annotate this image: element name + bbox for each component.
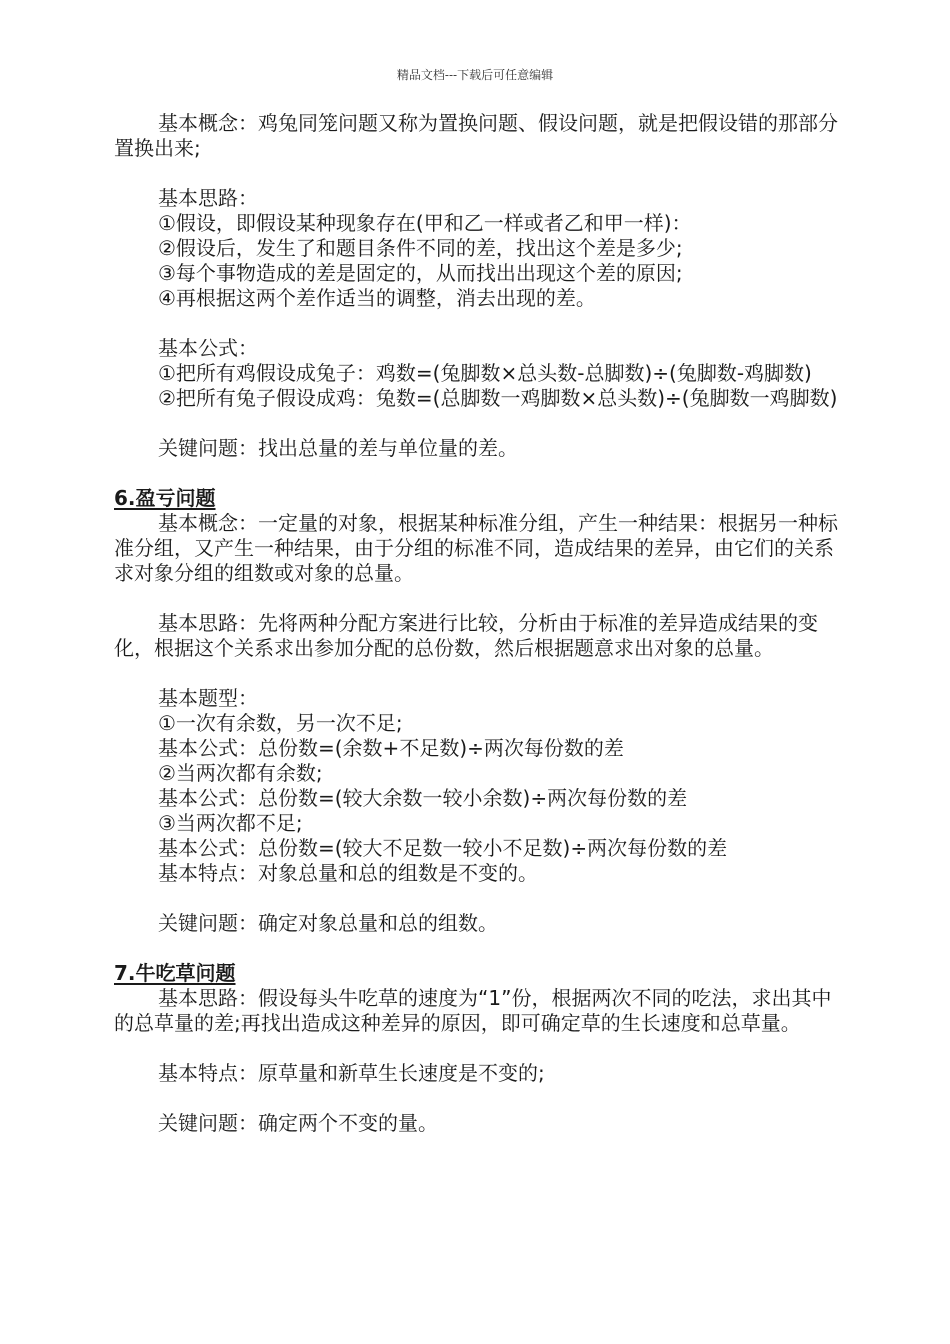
sec5-idea-4: ④再根据这两个差作适当的调整，消去出现的差。 — [158, 286, 596, 310]
sec7-idea: 基本思路：假设每头牛吃草的速度为“1”份，根据两次不同的吃法，求出其中的总草量的差;再找出造成这种差异的原因，即可确定草的生长速度和总草量。 — [114, 986, 832, 1035]
spacer — [114, 586, 840, 611]
sec6-key: 关键问题：确定对象总量和总的组数。 — [158, 911, 498, 935]
spacer — [114, 661, 840, 686]
sec5-idea-title: 基本思路： — [158, 186, 258, 210]
sec6-type-3: ③当两次都不足; — [158, 811, 303, 835]
spacer — [114, 461, 840, 486]
spacer — [114, 161, 840, 186]
sec7-heading: 7.牛吃草问题 — [114, 961, 236, 985]
spacer — [114, 411, 840, 436]
sec7-key: 关键问题：确定两个不变的量。 — [158, 1111, 438, 1135]
sec6-idea: 基本思路：先将两种分配方案进行比较，分析由于标准的差异造成结果的变化，根据这个关系求出参加分配的总份数，然后根据题意求出对象的总量。 — [114, 611, 818, 660]
sec6-type-1-formula: 基本公式：总份数=(余数+不足数)÷两次每份数的差 — [158, 736, 624, 760]
spacer — [114, 1036, 840, 1061]
sec5-idea-2: ②假设后，发生了和题目条件不同的差，找出这个差是多少; — [158, 236, 683, 260]
sec6-types-title: 基本题型： — [158, 686, 258, 710]
spacer — [114, 886, 840, 911]
sec5-formula-1: ①把所有鸡假设成兔子：鸡数=(兔脚数×总头数-总脚数)÷(兔脚数-鸡脚数) — [158, 361, 812, 385]
sec6-feature: 基本特点：对象总量和总的组数是不变的。 — [158, 861, 538, 885]
sec5-key: 关键问题：找出总量的差与单位量的差。 — [158, 436, 518, 460]
sec6-concept: 基本概念：一定量的对象，根据某种标准分组，产生一种结果：根据另一种标准分组，又产生一种结果，由于分组的标准不同，造成结果的差异，由它们的关系求对象分组的组数或对象的总量。 — [114, 511, 838, 585]
spacer — [114, 936, 840, 961]
spacer — [114, 1086, 840, 1111]
sec6-type-2-formula: 基本公式：总份数=(较大余数一较小余数)÷两次每份数的差 — [158, 786, 688, 810]
page-header: 精品文档---下载后可任意编辑 — [396, 68, 554, 82]
sec5-concept: 基本概念：鸡兔同笼问题又称为置换问题、假设问题，就是把假设错的那部分置换出来; — [114, 111, 838, 160]
sec6-type-1: ①一次有余数，另一次不足; — [158, 711, 403, 735]
sec5-formula-2: ②把所有兔子假设成鸡：兔数=(总脚数一鸡脚数×总头数)÷(兔脚数一鸡脚数) — [158, 386, 838, 410]
spacer — [114, 311, 840, 336]
sec5-formula-title: 基本公式： — [158, 336, 258, 360]
sec7-feature: 基本特点：原草量和新草生长速度是不变的; — [158, 1061, 545, 1085]
sec6-type-3-formula: 基本公式：总份数=(较大不足数一较小不足数)÷两次每份数的差 — [158, 836, 728, 860]
sec6-heading: 6.盈亏问题 — [114, 486, 216, 510]
sec5-idea-3: ③每个事物造成的差是固定的，从而找出出现这个差的原因; — [158, 261, 683, 285]
sec6-type-2: ②当两次都有余数; — [158, 761, 323, 785]
sec5-idea-1: ①假设，即假设某种现象存在(甲和乙一样或者乙和甲一样)： — [158, 211, 692, 235]
document-body — [114, 111, 840, 1136]
